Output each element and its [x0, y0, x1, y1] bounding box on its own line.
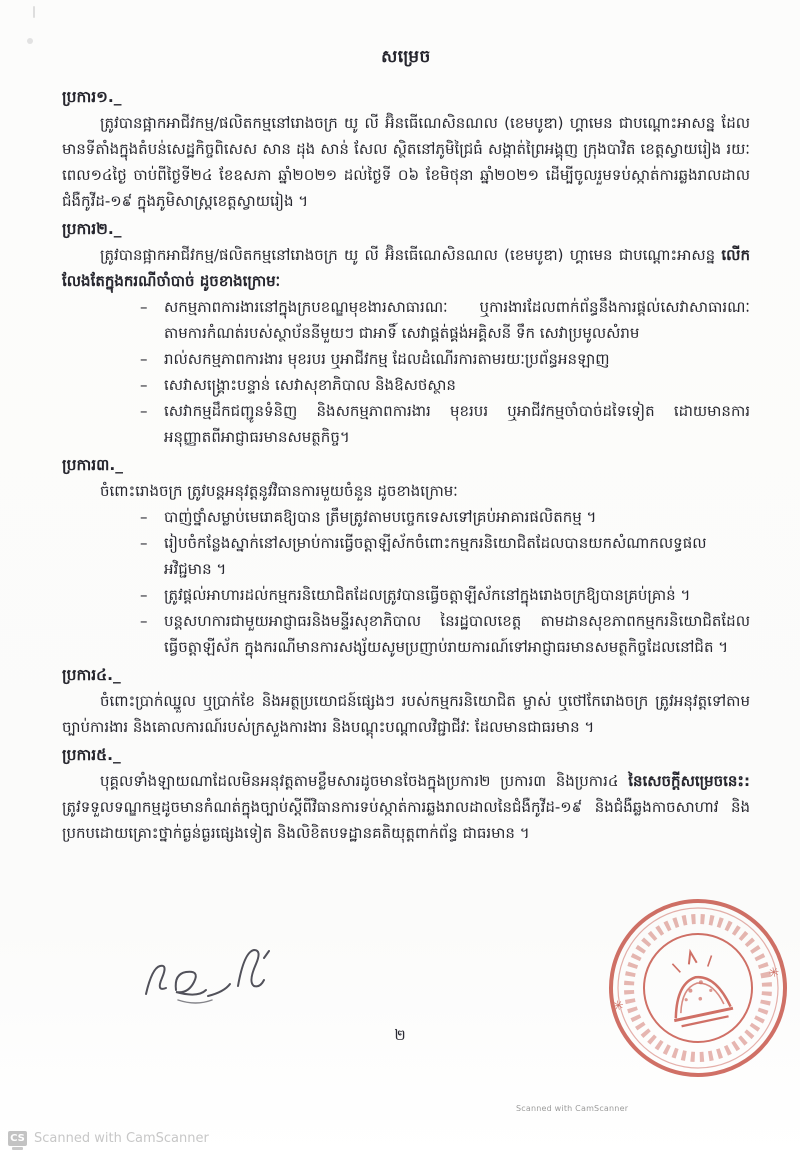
article-1 [62, 84, 750, 214]
article-5-bold-clause: នៃសេចក្ដីសម្រេចនេះ: [628, 772, 750, 790]
seal-star-separators [612, 965, 781, 1015]
article-5-lead: បុគ្គលទាំងឡាយណាដែលមិនអនុវត្តតាមខ្លឹមសារដូចមានចែងក្នុងប្រការ២ ប្រការ៣ និងប្រការ៤ [100, 772, 629, 790]
article-4-heading: ប្រការ៤._ [62, 666, 121, 684]
bullet-text: រាល់សកម្មភាពការងារ មុខរបរ ឬអាជីវកម្ម ដែលដំណើរការតាមរយៈប្រព័ន្ធអនឡាញ [164, 350, 610, 368]
article-3-heading: ប្រការ៣._ [62, 456, 124, 474]
bullet-text: សេវាកម្មដឹកជញ្ជូនទំនិញ និងសកម្មភាពការងារ មុខរបរ ឬអាជីវកម្មចាំបាច់ដទៃទៀត ដោយមានការអនុញ្ញាតពីអាជ្ញាធរមានសមត្ថកិច្ច។ [164, 402, 750, 446]
article-2-paragraph [62, 242, 750, 294]
document-title: សម្រេច [381, 47, 431, 67]
article-4 [62, 662, 750, 740]
dash-bullet-marker: – [140, 402, 148, 420]
article-4-paragraph: ចំពោះប្រាក់ឈ្នួល ឬប្រាក់ខែ និងអត្ថប្រយោជន៍ផ្សេងៗ របស់កម្មករនិយោជិត ម្ចាស់ ឬថៅកែរោងចក្រ ត្រូវអនុវត្តទៅតាមច្បាប់ការងារ និងគោលការណ៍របស់ក្រសួងការងារ និងបណ្ដុះបណ្ដាលវិជ្ជាជីវៈ ដែលមានជាធរមាន ។ [62, 692, 750, 736]
article-5-heading: ប្រការ៥._ [62, 746, 121, 764]
scan-artifact-dot [27, 38, 33, 44]
svg-text:✳: ✳ [767, 964, 781, 982]
dash-bullet-marker: – [140, 586, 148, 604]
list-item [140, 294, 750, 346]
article-5-paragraph [62, 768, 750, 846]
bullet-text: ត្រូវផ្ដល់អាហារដល់កម្មករនិយោជិតដែលត្រូវបានធ្វើចត្តាឡីស័កនៅក្នុងរោងចក្រឱ្យបានគ្រប់គ្រាន់ ។ [164, 586, 691, 604]
article-2 [62, 216, 750, 450]
svg-text:✳: ✳ [611, 997, 626, 1015]
camscanner-cs-icon: CS [8, 1131, 27, 1146]
document-body [62, 44, 750, 846]
article-1-heading: ប្រការ១._ [62, 88, 122, 106]
official-red-seal [598, 893, 798, 1083]
article-3-intro: ចំពោះរោងចក្រ ត្រូវបន្តអនុវត្តនូវវិធានការមួយចំនួន ដូចខាងក្រោមៈ [100, 482, 458, 500]
dash-bullet-marker: – [140, 534, 148, 552]
dash-bullet-marker: – [140, 508, 148, 526]
dash-bullet-marker: – [140, 612, 148, 630]
list-item [140, 582, 750, 608]
bullet-text: បន្តសហការជាមួយអាជ្ញាធរនិងមន្ទីរសុខាភិបាល នៃរដ្ឋបាលខេត្ត តាមដានសុខភាពកម្មករនិយោជិតដែលធ្វើចត្តាឡីស័ក ក្នុងករណីមានការសង្ស័យសូមប្រញាប់រាយការណ៍ទៅអាជ្ញាធរមានសមត្ថកិច្ចដែលនៅជិត ។ [164, 612, 750, 656]
article-2-bullet-list [140, 294, 750, 450]
article-2-lead: ត្រូវបានផ្អាកអាជីវកម្ម/ផលិតកម្មនៅរោងចក្រ យូ លី អ៊ិនធើណេសិនណល (ខេមបូឌា) ហ្គាមេន ជាបណ្ដោះអាសន្ន [100, 246, 722, 264]
camscanner-badge [8, 1131, 209, 1146]
article-1-paragraph: ត្រូវបានផ្អាកអាជីវកម្ម/ផលិតកម្មនៅរោងចក្រ យូ លី អ៊ិនធើណេសិនណល (ខេមបូឌា) ហ្គាមេន ជាបណ្ដោះអាសន្ន ដែលមានទីតាំងក្នុងតំបន់សេដ្ឋកិច្ចពិសេស សាន ដុង សាន់ សែល ស្ថិតនៅភូមិជ្រៃធំ សង្កាត់ព្រៃអង្គុញ ក្រុងបាវិត ខេត្តស្វាយរៀង រយៈពេល១៤ថ្ងៃ ចាប់ពីថ្ងៃទី២៤ ខែឧសភា ឆ្នាំ២០២១ ដល់ថ្ងៃទី ០៦ ខែមិថុនា ឆ្នាំ២០២១ ដើម្បីចូលរួមទប់ស្កាត់ការឆ្លងរាលដាលជំងឺកូវីដ-១៩ ក្នុងភូមិសាស្ត្រខេត្តស្វាយរៀង ។ [62, 114, 750, 210]
article-2-bold-clause: លើកលែងតែក្នុងករណីចាំបាច់ ដូចខាងក្រោមៈ [62, 246, 750, 290]
dash-bullet-marker: – [140, 350, 148, 368]
list-item [140, 398, 750, 450]
list-item [140, 530, 750, 582]
bullet-text: សកម្មភាពការងារនៅក្នុងក្របខណ្ឌមុខងារសាធារណៈ ឬការងារដែលពាក់ព័ន្ធនឹងការផ្ដល់សេវាសាធារណៈ តាមការកំណត់របស់ស្ថាប័ននីមួយៗ ជាអាទិ៍ សេវាផ្គត់ផ្គង់អគ្គិសនី ទឹក សេវាប្រមូលសំរាម [164, 298, 750, 342]
handwritten-signature [138, 942, 318, 1022]
article-3-bullet-list [140, 504, 750, 660]
article-5-tail: ត្រូវទទួលទណ្ឌកម្មដូចមានកំណត់ក្នុងច្បាប់ស្ដីពីវិធានការទប់ស្កាត់ការឆ្លងរាលដាលនៃជំងឺកូវីដ-១៩ និងជំងឺឆ្លងកាចសាហាវ និងប្រកបដោយគ្រោះថ្នាក់ធ្ងន់ធ្ងរផ្សេងទៀត និងលិខិតបទដ្ឋានគតិយុត្តពាក់ព័ន្ធ ជាធរមាន ។ [62, 798, 750, 842]
bullet-text: បាញ់ថ្នាំសម្លាប់មេរោគឱ្យបាន ត្រឹមត្រូវតាមបច្ចេកទេសទៅគ្រប់អាគារផលិតកម្ម ។ [164, 508, 597, 526]
list-item [140, 372, 750, 398]
article-3 [62, 452, 750, 660]
seal-center-emblem [661, 946, 734, 1028]
dash-bullet-marker: – [140, 376, 148, 394]
bullet-text: រៀបចំកន្លែងស្នាក់នៅសម្រាប់ការធ្វើចត្តាឡីស័កចំពោះកម្មករនិយោជិតដែលបានយកសំណាកលទ្ធផលអវិជ្ជមាន ។ [164, 534, 707, 578]
bullet-text: សេវាសង្គ្រោះបន្ទាន់ សេវាសុខាភិបាល និងឱសថស្ថាន [164, 376, 456, 394]
dash-bullet-marker: – [140, 298, 148, 316]
article-5 [62, 742, 750, 846]
camscanner-badge-label: Scanned with CamScanner [34, 1131, 209, 1146]
list-item [140, 346, 750, 372]
page-number: ២ [394, 1026, 406, 1044]
scan-artifact-mark [33, 6, 35, 18]
article-2-heading: ប្រការ២._ [62, 220, 122, 238]
list-item [140, 608, 750, 660]
camscanner-watermark-text: Scanned with CamScanner [516, 1104, 629, 1113]
list-item [140, 504, 750, 530]
